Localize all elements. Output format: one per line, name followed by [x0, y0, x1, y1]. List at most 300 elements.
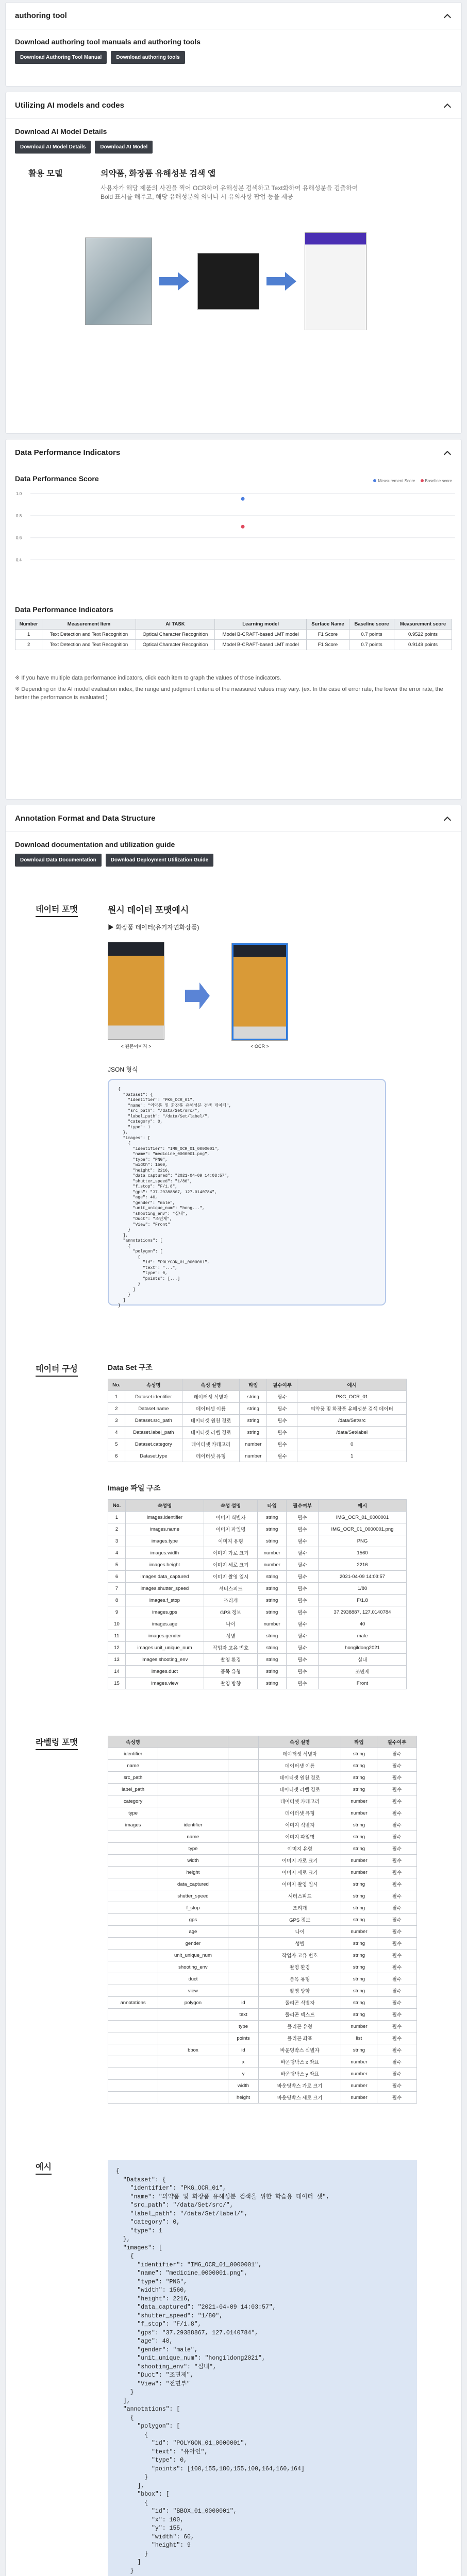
table-cell: string — [341, 1819, 377, 1831]
table-cell: number — [341, 1867, 377, 1878]
labeling-row — [108, 1831, 417, 1843]
table-cell — [228, 1950, 259, 1961]
table-cell: 1/80 — [318, 1583, 406, 1595]
table-cell: number — [341, 1795, 377, 1807]
table-cell: string — [258, 1654, 287, 1666]
download-documentation-button[interactable]: Download Data Documentation — [15, 854, 102, 867]
example-label: 예시 — [36, 2160, 52, 2175]
labeling-row — [108, 2044, 417, 2056]
labeling-row — [108, 1878, 417, 1890]
table-cell: 필수 — [377, 1772, 416, 1784]
table-cell: name — [158, 1831, 228, 1843]
table-cell — [158, 2032, 228, 2044]
table-cell: 4 — [108, 1547, 126, 1559]
table-cell — [158, 1760, 228, 1772]
chevron-up-icon[interactable] — [443, 448, 452, 457]
table-cell: Model B-CRAFT-based LMT model — [215, 640, 307, 650]
table-cell: images.width — [126, 1547, 204, 1559]
table-cell: Front — [318, 1677, 406, 1689]
score-title: Data Performance Score — [15, 474, 99, 483]
table-cell: 촬영 환경 — [204, 1654, 257, 1666]
table-cell: number — [341, 1855, 377, 1867]
table-cell: polygon — [158, 1997, 228, 2009]
table-cell — [228, 1748, 259, 1760]
table-header-cell: 예시 — [318, 1500, 406, 1512]
labeling-row — [108, 1973, 417, 1985]
table-cell: number — [341, 2056, 377, 2068]
table-cell: PKG_OCR_01 — [297, 1391, 407, 1403]
indicator-row — [15, 640, 452, 650]
table-cell: images.gender — [126, 1630, 204, 1642]
table-header-cell: 타입 — [341, 1736, 377, 1748]
table-header-cell: 타입 — [240, 1379, 267, 1391]
table-cell: 필수 — [377, 2080, 416, 2092]
table-cell: 2 — [15, 640, 42, 650]
table-cell: label_path — [108, 1784, 158, 1795]
chevron-up-icon[interactable] — [443, 101, 452, 110]
table-cell: 필수 — [287, 1512, 319, 1523]
table-cell: 필수 — [377, 2044, 416, 2056]
app-screenshot — [305, 232, 366, 330]
table-cell: 실내 — [318, 1654, 406, 1666]
labeling-row — [108, 2056, 417, 2068]
table-cell: 13 — [108, 1654, 126, 1666]
download-tools-button[interactable]: Download authoring tools — [111, 51, 185, 64]
table-cell: number — [341, 2092, 377, 2104]
performance-section — [5, 439, 462, 800]
download-guide-button[interactable]: Download Deployment Utilization Guide — [106, 854, 213, 867]
table-cell: string — [258, 1677, 287, 1689]
table-cell: string — [341, 2009, 377, 2021]
table-cell: 1 — [15, 630, 42, 640]
table-cell — [228, 1807, 259, 1819]
authoring-subtitle: Download authoring tool manuals and authoring tools — [15, 38, 201, 46]
table-cell: images.unit_unique_num — [126, 1642, 204, 1654]
table-cell: string — [240, 1415, 267, 1427]
json-sample-code: { "Dataset": { "identifier": "PKG_OCR_01", "name": "의약품 및 화장품 유해성분 검색 데이터", "src_path": "/data/Set/src/", "label_path": "/data/Set/label/", "category": 0, "type": 1 }, "images": [ { "identifier": "IMG_OCR_01_0000001", "name": "medicine_0000001.png", "type": "PNG", "width": 1560, "height": 2216, "data_captured": "2021-04-09 14:03:57", "shutter_speed": "1/80", "f_stop": "F/1.8", "gps": "37.29388867, 127.0140784", "age": 40, "gender": "male", "unit_unique_num": "hong...", "shooting_env": "실내", "Duct": "조면제", "View": "Front" } ], "annotations": [ { "polygon": [ { "id": "POLYGON_01_0000001", "text": "...", "type": 0, "points": [...] } ] } ] } — [118, 1087, 231, 1308]
table-cell: 0 — [297, 1438, 407, 1450]
download-ai-model-button[interactable]: Download AI Model — [95, 141, 153, 154]
performance-title: Data Performance Indicators — [15, 448, 121, 457]
table-cell — [108, 2044, 158, 2056]
table-header-cell: AI TASK — [136, 619, 215, 630]
annotation-header[interactable] — [6, 805, 461, 832]
table-cell: 필수 — [287, 1606, 319, 1618]
table-cell — [108, 1843, 158, 1855]
table-cell: Text Detection and Text Recognition — [42, 630, 136, 640]
table-cell: 바운딩박스 식별자 — [259, 2044, 341, 2056]
labeling-row — [108, 1748, 417, 1760]
ai-header[interactable] — [6, 92, 461, 119]
table-cell — [108, 1914, 158, 1926]
table-cell: 데이터셋 라벨 경로 — [259, 1784, 341, 1795]
table-cell: 4 — [108, 1427, 125, 1438]
table-cell — [228, 1784, 259, 1795]
table-header-cell: 속성명 — [108, 1736, 158, 1748]
table-cell: duct — [158, 1973, 228, 1985]
authoring-title: authoring tool — [15, 11, 67, 20]
table-header-cell: Measurement score — [394, 619, 452, 630]
table-cell: 필수 — [377, 1961, 416, 1973]
table-cell — [228, 1878, 259, 1890]
table-cell: images.shutter_speed — [126, 1583, 204, 1595]
table-cell: 품목 유형 — [204, 1666, 257, 1677]
download-manual-button[interactable]: Download Authoring Tool Manual — [15, 51, 107, 64]
table-cell: number — [240, 1438, 267, 1450]
table-cell: shooting_env — [158, 1961, 228, 1973]
table-cell: string — [258, 1630, 287, 1642]
table-cell — [108, 2021, 158, 2032]
table-cell: 필수 — [377, 2021, 416, 2032]
labeling-row — [108, 1843, 417, 1855]
table-cell: 필수 — [287, 1677, 319, 1689]
table-cell: PNG — [318, 1535, 406, 1547]
table-cell: images — [108, 1819, 158, 1831]
table-cell: string — [341, 1961, 377, 1973]
table-cell: 필수 — [377, 1843, 416, 1855]
table-cell: 필수 — [377, 1878, 416, 1890]
model-card-title: 활용 모델 — [28, 170, 63, 178]
table-cell: 5 — [108, 1438, 125, 1450]
table-cell: category — [108, 1795, 158, 1807]
table-cell: identifier — [108, 1748, 158, 1760]
table-cell: images.f_stop — [126, 1595, 204, 1606]
table-cell: f_stop — [158, 1902, 228, 1914]
table-cell: type — [228, 2021, 259, 2032]
performance-header[interactable] — [6, 439, 461, 466]
table-header-cell: 속성 설명 — [182, 1379, 240, 1391]
labeling-table — [108, 1736, 417, 2104]
table-cell: 필수 — [287, 1523, 319, 1535]
table-header-cell: Surface Name — [306, 619, 349, 630]
table-cell — [158, 2056, 228, 2068]
legend-baseline-label: Baseline score — [425, 479, 452, 483]
table-cell: 2021-04-09 14:03:57 — [318, 1571, 406, 1583]
table-cell: string — [240, 1391, 267, 1403]
table-cell — [108, 1950, 158, 1961]
table-cell: string — [341, 1938, 377, 1950]
table-cell: x — [228, 2056, 259, 2068]
table-cell: Dataset.identifier — [125, 1391, 182, 1403]
ocr-caption: < OCR > — [251, 1043, 269, 1049]
table-cell: 데이터셋 카테고리 — [259, 1795, 341, 1807]
model-card-heading: 의약품, 화장품 유해성분 검색 앱 — [101, 170, 216, 178]
table-cell: number — [341, 2068, 377, 2080]
table-header-cell — [158, 1736, 228, 1748]
table-cell: string — [341, 1950, 377, 1961]
table-cell: 필수 — [287, 1630, 319, 1642]
table-cell: string — [341, 1973, 377, 1985]
table-cell: 필수 — [287, 1654, 319, 1666]
table-cell: string — [258, 1666, 287, 1677]
table-cell: 필수 — [377, 1867, 416, 1878]
table-cell: width — [228, 2080, 259, 2092]
table-cell: 이미지 촬영 일시 — [259, 1878, 341, 1890]
labeling-row — [108, 1997, 417, 2009]
table-cell: string — [258, 1583, 287, 1595]
labeling-row — [108, 1985, 417, 1997]
table-cell: 셔터스피드 — [259, 1890, 341, 1902]
table-cell: Optical Character Recognition — [136, 630, 215, 640]
table-cell — [158, 1784, 228, 1795]
legend-baseline — [421, 479, 452, 483]
table-cell: 5 — [108, 1559, 126, 1571]
table-cell: Dataset.name — [125, 1403, 182, 1415]
table-cell — [158, 2009, 228, 2021]
table-cell: 7 — [108, 1583, 126, 1595]
indicator-row — [15, 630, 452, 640]
table-cell: string — [258, 1535, 287, 1547]
annotation-section — [5, 805, 462, 2576]
table-cell: string — [341, 1985, 377, 1997]
table-cell: annotations — [108, 1997, 158, 2009]
table-cell: 데이터셋 유형 — [259, 1807, 341, 1819]
table-cell: 작업자 고유 번호 — [204, 1642, 257, 1654]
labeling-row — [108, 1772, 417, 1784]
table-cell: 10 — [108, 1618, 126, 1630]
table-cell: height — [158, 1867, 228, 1878]
table-cell: 필수 — [267, 1415, 297, 1427]
table-cell: 나이 — [259, 1926, 341, 1938]
table-cell: 데이터셋 원천 경로 — [182, 1415, 240, 1427]
table-cell: 14 — [108, 1666, 126, 1677]
table-cell: 데이터셋 라벨 경로 — [182, 1427, 240, 1438]
json-sample-box — [108, 1079, 386, 1306]
table-cell: Dataset.label_path — [125, 1427, 182, 1438]
table-cell: number — [258, 1559, 287, 1571]
labeling-row — [108, 1819, 417, 1831]
table-header-cell: Learning model — [215, 619, 307, 630]
table-cell: 성별 — [259, 1938, 341, 1950]
table-cell: IMG_OCR_01_0000001.png — [318, 1523, 406, 1535]
table-cell: 바운딩박스 y 좌표 — [259, 2068, 341, 2080]
table-cell: 필수 — [287, 1595, 319, 1606]
data-structure-label: 데이터 구성 — [36, 1362, 78, 1377]
image-struct-table — [108, 1499, 407, 1689]
table-header-cell: 속성명 — [126, 1500, 204, 1512]
table-cell — [228, 1867, 259, 1878]
labeling-row — [108, 2068, 417, 2080]
labeling-row — [108, 2032, 417, 2044]
table-cell: string — [240, 1403, 267, 1415]
labeling-row — [108, 2092, 417, 2104]
table-cell — [108, 1973, 158, 1985]
table-cell: view — [158, 1985, 228, 1997]
raw-caption: < 원본이미지 > — [121, 1044, 152, 1049]
table-cell — [158, 2021, 228, 2032]
ai-subtitle: Download AI Model Details — [15, 127, 107, 135]
table-cell: string — [258, 1606, 287, 1618]
ocr-processed-image — [197, 253, 259, 310]
table-header-cell — [228, 1736, 259, 1748]
table-cell: Dataset.src_path — [125, 1415, 182, 1427]
table-cell: /data/Set/label — [297, 1427, 407, 1438]
table-cell: 필수 — [267, 1391, 297, 1403]
table-cell — [228, 1760, 259, 1772]
table-cell — [108, 2092, 158, 2104]
table-cell: 필수 — [267, 1438, 297, 1450]
table-cell: id — [228, 2044, 259, 2056]
table-cell: 6 — [108, 1571, 126, 1583]
indicators-title: Data Performance Indicators — [15, 605, 113, 614]
table-cell: type — [158, 1843, 228, 1855]
table-cell: 1 — [297, 1450, 407, 1462]
table-cell: 필수 — [377, 2068, 416, 2080]
dataset-row — [108, 1427, 407, 1438]
table-cell: 작업자 고유 번호 — [259, 1950, 341, 1961]
legend-measured — [373, 479, 415, 483]
table-cell: string — [341, 1772, 377, 1784]
annotation-subtitle: Download documentation and utilization guide — [15, 840, 175, 849]
download-ai-details-button[interactable]: Download AI Model Details — [15, 141, 91, 154]
table-cell: 1 — [108, 1391, 125, 1403]
table-cell — [108, 1985, 158, 1997]
table-cell: 필수 — [267, 1450, 297, 1462]
arrow-right-icon — [185, 980, 211, 1011]
image-row — [108, 1571, 407, 1583]
table-cell: string — [341, 1890, 377, 1902]
table-cell: points — [228, 2032, 259, 2044]
chevron-up-icon[interactable] — [443, 11, 452, 21]
y-tick-label: 0.4 — [16, 557, 22, 563]
table-cell — [228, 1772, 259, 1784]
image-row — [108, 1666, 407, 1677]
dataset-row — [108, 1438, 407, 1450]
table-cell: images.name — [126, 1523, 204, 1535]
chevron-up-icon[interactable] — [443, 814, 452, 823]
labeling-row — [108, 1950, 417, 1961]
table-cell: 셔터스피드 — [204, 1583, 257, 1595]
table-cell — [228, 1938, 259, 1950]
table-cell: 이미지 가로 크기 — [204, 1547, 257, 1559]
table-cell: y — [228, 2068, 259, 2080]
table-cell — [158, 1772, 228, 1784]
table-cell: 필수 — [377, 2009, 416, 2021]
table-cell: string — [341, 1831, 377, 1843]
table-cell: hongildong2021 — [318, 1642, 406, 1654]
table-cell: 37.2938887, 127.0140784 — [318, 1606, 406, 1618]
table-cell: 데이터셋 카테고리 — [182, 1438, 240, 1450]
data-point[interactable] — [241, 497, 245, 501]
table-cell: 15 — [108, 1677, 126, 1689]
table-cell — [228, 1819, 259, 1831]
table-cell — [228, 1973, 259, 1985]
table-cell: 필수 — [377, 1950, 416, 1961]
table-cell — [108, 1890, 158, 1902]
table-cell: height — [228, 2092, 259, 2104]
ai-section — [5, 92, 462, 434]
image-row — [108, 1535, 407, 1547]
table-cell: string — [341, 1748, 377, 1760]
ai-model-card — [21, 160, 449, 386]
table-cell: string — [341, 2044, 377, 2056]
table-cell — [108, 1878, 158, 1890]
table-cell — [158, 1807, 228, 1819]
table-cell: 이미지 세로 크기 — [259, 1867, 341, 1878]
labeling-format-block — [36, 1736, 452, 2104]
table-cell: 0.7 points — [349, 640, 394, 650]
table-cell: identifier — [158, 1819, 228, 1831]
table-cell: src_path — [108, 1772, 158, 1784]
table-cell — [108, 2009, 158, 2021]
table-cell: 필수 — [287, 1559, 319, 1571]
table-cell: 필수 — [377, 1902, 416, 1914]
arrow-right-icon — [159, 271, 190, 292]
labeling-row — [108, 2021, 417, 2032]
arrow-right-icon — [266, 271, 297, 292]
authoring-header[interactable] — [6, 3, 461, 29]
image-row — [108, 1512, 407, 1523]
table-header-cell: Number — [15, 619, 42, 630]
table-cell — [108, 2080, 158, 2092]
example-json-box — [108, 2160, 417, 2576]
table-cell: 필수 — [377, 1760, 416, 1772]
table-cell: 이미지 촬영 일시 — [204, 1571, 257, 1583]
table-cell: 이미지 식별자 — [204, 1512, 257, 1523]
table-cell: 성별 — [204, 1630, 257, 1642]
image-row — [108, 1559, 407, 1571]
table-cell: 이미지 파일명 — [204, 1523, 257, 1535]
table-cell — [158, 1795, 228, 1807]
table-cell: number — [341, 2080, 377, 2092]
table-cell: F1 Score — [306, 640, 349, 650]
table-cell: 필수 — [377, 1938, 416, 1950]
labeling-row — [108, 1807, 417, 1819]
table-cell: /data/Set/src — [297, 1415, 407, 1427]
table-cell: 이미지 식별자 — [259, 1819, 341, 1831]
table-cell: 바운딩박스 x 좌표 — [259, 2056, 341, 2068]
table-cell: F1 Score — [306, 630, 349, 640]
labeling-row — [108, 1938, 417, 1950]
table-cell: images.identifier — [126, 1512, 204, 1523]
table-header-cell: Baseline score — [349, 619, 394, 630]
note-eval: ※ Depending on the AI model evaluation index, the range and judgment criteria of the measured values may vary. (ex. In the case of error rate, the lower the error rate, the better the performance is evaluated.) — [15, 686, 443, 701]
annotation-title: Annotation Format and Data Structure — [15, 814, 156, 823]
table-cell: images.shooting_env — [126, 1654, 204, 1666]
table-cell — [108, 1867, 158, 1878]
image-row — [108, 1677, 407, 1689]
table-cell: string — [341, 1902, 377, 1914]
raw-bottle-image — [108, 942, 164, 1040]
table-cell — [108, 1902, 158, 1914]
table-cell: shutter_speed — [158, 1890, 228, 1902]
image-struct-title: Image 파일 구조 — [108, 1484, 161, 1492]
table-cell: string — [341, 1784, 377, 1795]
table-header-cell: 속성 설명 — [204, 1500, 257, 1512]
table-cell: string — [258, 1642, 287, 1654]
table-cell: number — [341, 1807, 377, 1819]
ocr-bottle-image — [231, 943, 288, 1041]
table-cell: 폴리곤 유형 — [259, 2021, 341, 2032]
table-cell — [108, 2032, 158, 2044]
data-point[interactable] — [241, 525, 245, 529]
table-cell: images.age — [126, 1618, 204, 1630]
table-cell: 필수 — [287, 1583, 319, 1595]
table-cell: 40 — [318, 1618, 406, 1630]
table-cell: number — [240, 1450, 267, 1462]
table-cell: 필수 — [377, 1985, 416, 1997]
labeling-row — [108, 1926, 417, 1938]
table-cell — [228, 1831, 259, 1843]
table-cell: 필수 — [377, 2032, 416, 2044]
table-cell: 필수 — [287, 1642, 319, 1654]
table-cell: 데이터셋 유형 — [182, 1450, 240, 1462]
table-cell: type — [108, 1807, 158, 1819]
table-cell: Dataset.category — [125, 1438, 182, 1450]
table-cell: IMG_OCR_01_0000001 — [318, 1512, 406, 1523]
format-example-title: 원시 데이터 포맷예시 — [108, 905, 189, 915]
table-cell: 폴리곤 텍스트 — [259, 2009, 341, 2021]
